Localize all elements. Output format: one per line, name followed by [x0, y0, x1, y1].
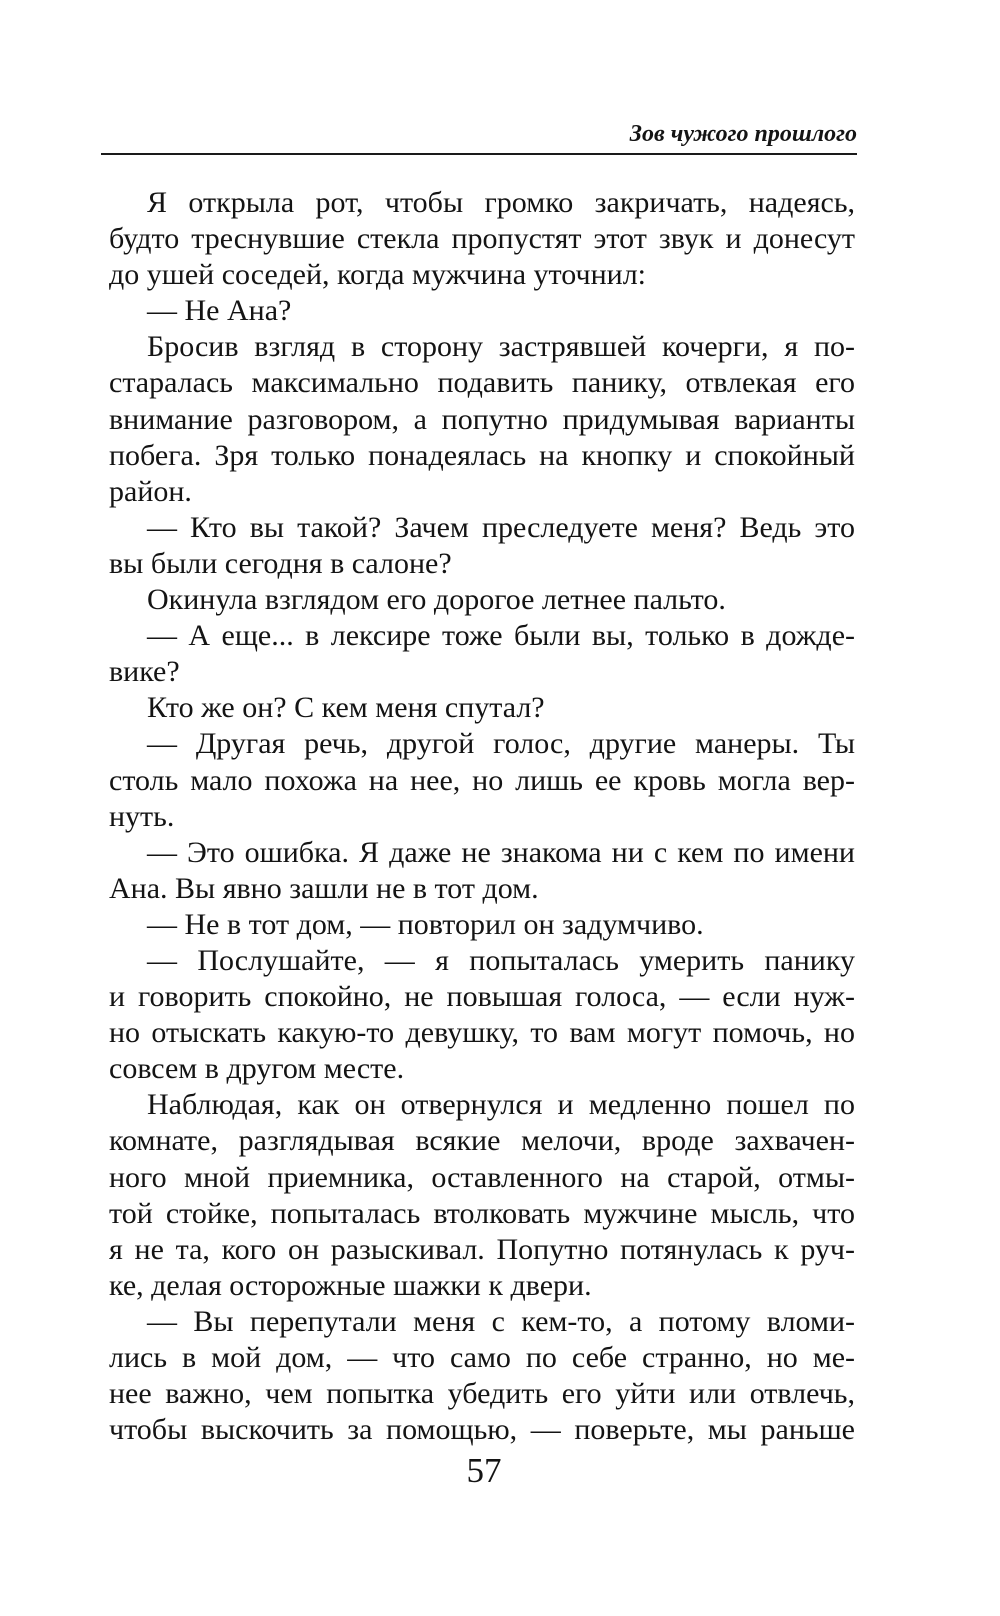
- text-line: нуть.: [109, 799, 175, 833]
- text-line: и говорить спокойно, не повышая голоса, — если нуж-: [109, 980, 855, 1014]
- text-line: Наблюдая, как он отвернулся и медленно пошел по: [147, 1088, 855, 1122]
- text-line: столь мало похожа на нее, но лишь ее кровь могла вер-: [109, 763, 855, 797]
- text-line: Я открыла рот, чтобы громко закричать, надеясь,: [147, 186, 855, 219]
- text-line: нее важно, чем попытка убедить его уйти или отвлечь,: [109, 1377, 855, 1411]
- text-line: комнате, разглядывая всякие мелочи, вроде захвачен-: [109, 1124, 855, 1158]
- text-line: внимание разговором, а попутно придумывая варианты: [109, 402, 855, 436]
- text-line: лись в мой дом, — что само по себе странно, но ме-: [109, 1341, 855, 1374]
- text-line: до ушей соседей, когда мужчина уточнил:: [109, 258, 646, 292]
- text-line: — Не в тот дом, — повторил он задумчиво.: [147, 907, 704, 941]
- text-line: — Послушайте, — я попыталась умерить панику: [147, 943, 855, 977]
- text-line: старалась максимально подавить панику, отвлекая его: [109, 366, 855, 400]
- text-line: Ана. Вы явно зашли не в тот дом.: [109, 871, 539, 905]
- text-line: — Кто вы такой? Зачем преследуете меня? Ведь это: [147, 510, 855, 544]
- text-line: — Это ошибка. Я даже не знакома ни с кем по имени: [147, 835, 855, 869]
- page-number: 57: [466, 1451, 502, 1490]
- text-line: я не та, кого он разыскивал. Попутно потянулась к руч-: [109, 1232, 855, 1266]
- text-line: — Не Ана?: [147, 294, 292, 328]
- text-line: вике?: [109, 655, 180, 689]
- text-line: Бросив взгляд в сторону застрявшей кочерги, я по-: [147, 330, 855, 364]
- text-line: — Вы перепутали меня с кем-то, а потому вломи-: [147, 1304, 855, 1338]
- text-line: побега. Зря только понадеялась на кнопку и спокойный: [109, 438, 855, 472]
- text-line: совсем в другом месте.: [109, 1052, 405, 1086]
- text-line: — А еще... в лексире тоже были вы, только в дожде-: [147, 619, 855, 653]
- text-line: но отыскать какую-то девушку, то вам могут помочь, но: [109, 1016, 855, 1050]
- text-line: чтобы выскочить за помощью, — поверьте, мы раньше: [109, 1413, 855, 1447]
- text-line: Кто же он? С кем меня спутал?: [147, 691, 545, 725]
- running-head: [101, 113, 857, 155]
- text-line: ке, делая осторожные шажки к двери.: [109, 1268, 592, 1302]
- text-line: — Другая речь, другой голос, другие манеры. Ты: [147, 727, 855, 761]
- text-line: ного мной приемника, оставленного на старой, отмы-: [109, 1160, 855, 1194]
- text-line: вы были сегодня в салоне?: [109, 546, 452, 580]
- text-line: той стойке, попыталась втолковать мужчине мысль, что: [109, 1196, 855, 1230]
- text-line: будто треснувшие стекла пропустят этот звук и донесут: [109, 222, 855, 256]
- body-text: [109, 185, 855, 1448]
- text-line: район.: [109, 474, 192, 508]
- text-line: Окинула взглядом его дорогое летнее пальто.: [147, 583, 726, 617]
- running-title: Зов чужого прошлого: [629, 121, 857, 147]
